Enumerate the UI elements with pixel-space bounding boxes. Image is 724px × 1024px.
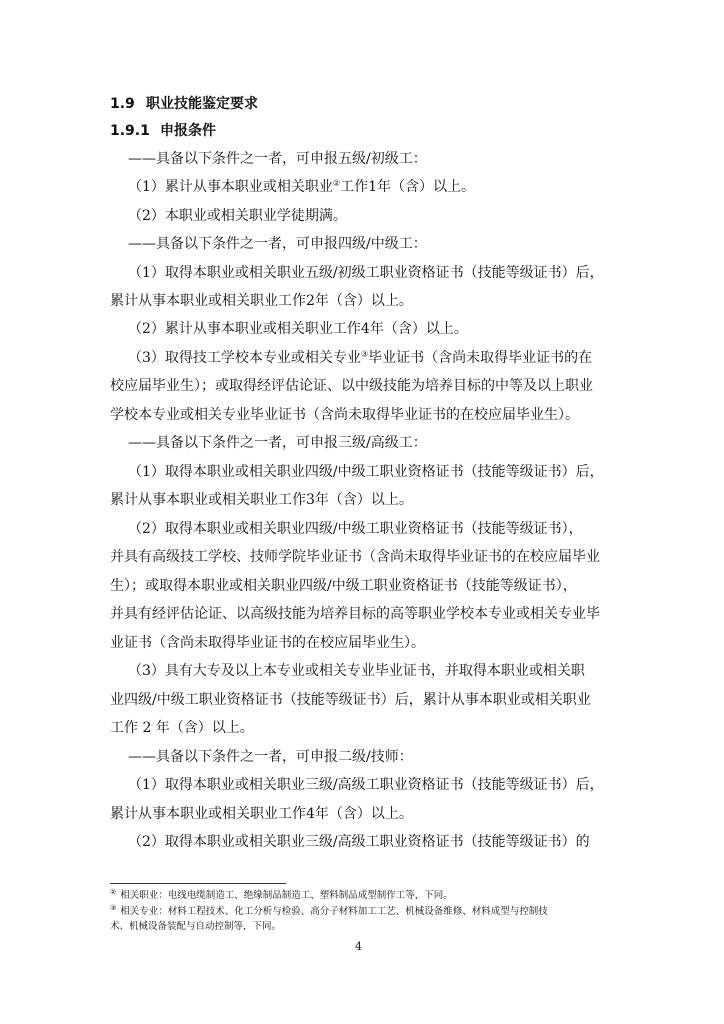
section-heading (110, 94, 258, 114)
line-text: （1）累计从事本职业或相关职业 (128, 179, 333, 195)
paragraph-line: （3）具有大专及以上本专业或相关专业毕业证书，并取得本职业或相关职 (128, 663, 585, 679)
paragraph-line: 并具有高级技工学校、技师学院毕业证书（含尚未取得毕业证书的在校应届毕业 (110, 549, 600, 565)
subsection-heading (110, 121, 216, 141)
paragraph-line: ——具备以下条件之一者，可申报二级/技师： (128, 749, 413, 765)
paragraph-line: 学校本专业或相关专业毕业证书（含尚未取得毕业证书的在校应届毕业生）。 (110, 407, 579, 423)
footnote-ref: ③ (360, 349, 369, 359)
paragraph-line: 校应届毕业生）；或取得经评估论证、以中级技能为培养目标的中等及以上职业 (110, 378, 593, 394)
paragraph-line: 累计从事本职业或相关职业工作3年（含）以上。 (110, 492, 413, 508)
footnote (110, 889, 453, 903)
subsection-number: 1.9.1 (110, 123, 150, 139)
footnote-text: 相关职业：电线电缆制造工、绝缘制品制造工、塑料制品成型制作工等，下同。 (120, 890, 453, 901)
paragraph-line: 业证书（含尚未取得毕业证书的在校应届毕业生）。 (110, 635, 425, 651)
line-text: 毕业证书（含尚未取得毕业证书的在 (368, 350, 593, 366)
paragraph-line: 累计从事本职业或相关职业工作2年（含）以上。 (110, 293, 413, 309)
paragraph-line: 累计从事本职业或相关职业工作4年（含）以上。 (110, 806, 413, 822)
paragraph-line: （2）取得本职业或相关职业三级/高级工职业资格证书（技能等级证书）的 (128, 834, 590, 850)
section-number: 1.9 (110, 96, 135, 112)
paragraph-line: （1）取得本职业或相关职业四级/中级工职业资格证书（技能等级证书）后， (128, 464, 604, 480)
paragraph-line: 业四级/中级工职业资格证书（技能等级证书）后，累计从事本职业或相关职业 (110, 692, 591, 708)
paragraph-line: （1）取得本职业或相关职业三级/高级工职业资格证书（技能等级证书）后， (128, 777, 604, 793)
line-text: （3）取得技工学校本专业或相关专业 (128, 350, 361, 366)
subsection-title: 申报条件 (160, 123, 216, 139)
line-text: 工作1年（含）以上。 (340, 179, 476, 195)
page-number: 4 (355, 940, 362, 953)
paragraph-line: 生）；或取得本职业或相关职业四级/中级工职业资格证书（技能等级证书）， (110, 578, 577, 594)
paragraph-line (128, 177, 475, 197)
section-title: 职业技能鉴定要求 (146, 96, 258, 112)
footnote-continuation: 术、机械设备装配与自动控制等，下同。 (110, 921, 282, 932)
paragraph-line: （2）取得本职业或相关职业四级/中级工职业资格证书（技能等级证书）， (128, 521, 583, 537)
footnote (110, 905, 548, 919)
paragraph-line: 工作 2 年（含）以上。 (110, 720, 254, 736)
paragraph-line: ——具备以下条件之一者，可申报五级/初级工： (128, 151, 427, 167)
paragraph-line: （2）累计从事本职业或相关职业工作4年（含）以上。 (128, 321, 468, 337)
paragraph-line: 并具有经评估论证、以高级技能为培养目标的高等职业学校本专业或相关专业毕 (110, 606, 600, 622)
paragraph-line: ——具备以下条件之一者，可申报三级/高级工： (128, 435, 427, 451)
footnote-ref: ② (332, 178, 341, 188)
footnote-divider (110, 883, 286, 884)
paragraph-line: （1）取得本职业或相关职业五级/初级工职业资格证书（技能等级证书）后， (128, 265, 604, 281)
paragraph-line: ——具备以下条件之一者，可申报四级/中级工： (128, 236, 427, 252)
footnote-marker: ③ (110, 903, 117, 912)
footnote-text: 相关专业：材料工程技术、化工分析与检验、高分子材料加工工艺、机械设备维修、材料成型与控制技 (120, 906, 548, 917)
paragraph-line: （2）本职业或相关职业学徒期满。 (128, 208, 347, 224)
paragraph-line (128, 348, 592, 368)
footnote-marker: ② (110, 887, 117, 896)
